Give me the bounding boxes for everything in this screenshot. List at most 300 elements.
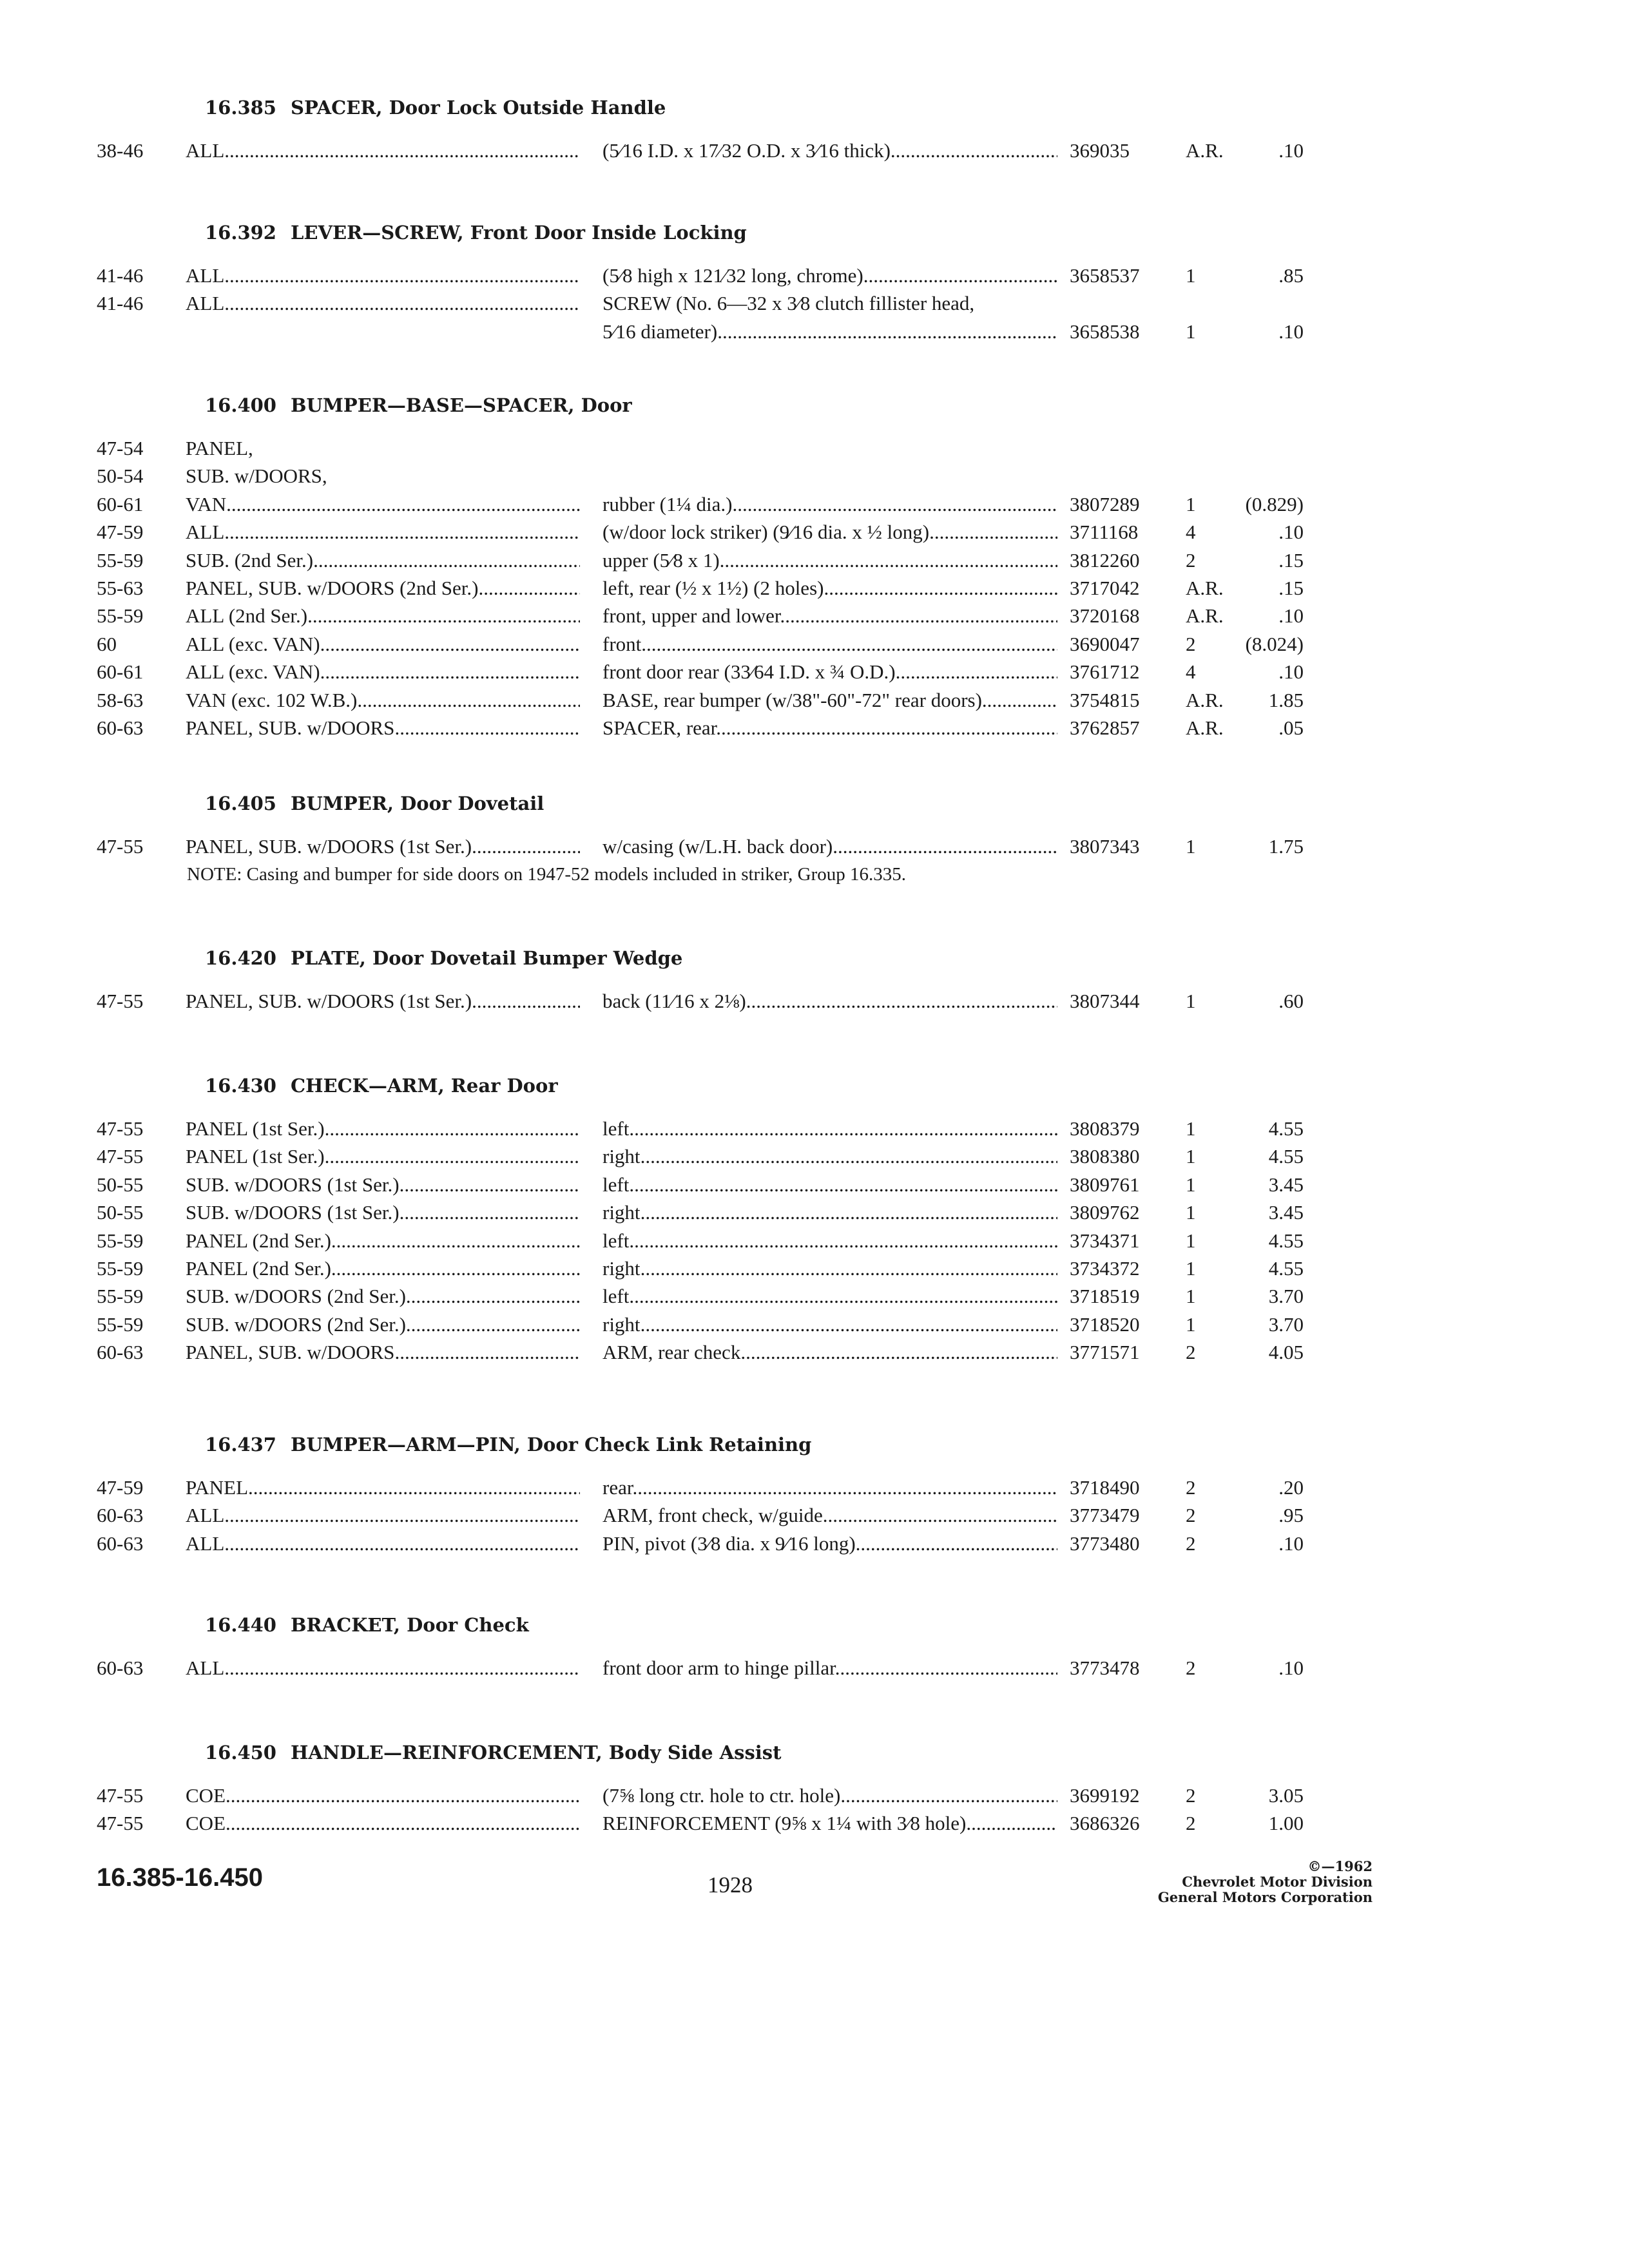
quantity: 2	[1186, 1341, 1196, 1364]
part-number: 3720168	[1070, 604, 1140, 628]
model-years: 60-63	[97, 1341, 144, 1364]
description	[602, 137, 1057, 165]
price: .10	[1278, 320, 1304, 343]
quantity: 1	[1186, 320, 1196, 343]
quantity: 2	[1186, 632, 1196, 655]
application-text: PANEL (1st Ser.)	[186, 1117, 325, 1140]
description-text: right	[602, 1257, 641, 1280]
description	[602, 658, 1057, 686]
part-number: 3718490	[1070, 1476, 1140, 1499]
section-heading	[205, 793, 544, 814]
part-number: 3773480	[1070, 1532, 1140, 1555]
price: .95	[1278, 1504, 1304, 1527]
application	[186, 574, 580, 602]
description	[602, 1282, 1057, 1311]
quantity: A.R.	[1186, 577, 1224, 599]
publisher-block	[1044, 1859, 1373, 1905]
description	[602, 318, 1057, 346]
application	[186, 490, 580, 519]
part-row	[0, 1115, 1629, 1143]
description-text: REINFORCEMENT (9⅝ x 1¼ with 3⁄8 hole)	[602, 1812, 967, 1835]
quantity: 1	[1186, 1257, 1196, 1280]
part-row	[0, 262, 1629, 290]
description	[602, 1654, 1057, 1682]
price: .10	[1278, 604, 1304, 628]
quantity: 1	[1186, 1173, 1196, 1196]
application-text: PANEL, SUB. w/DOORS (1st Ser.)	[186, 835, 472, 858]
price: (8.024)	[1245, 632, 1304, 655]
description	[602, 602, 1057, 630]
price: .85	[1278, 264, 1304, 287]
description	[602, 987, 1057, 1015]
application	[186, 1338, 580, 1367]
quantity: 1	[1186, 1117, 1196, 1140]
application	[186, 289, 580, 318]
model-years: 58-63	[97, 688, 144, 711]
part-number: 3658538	[1070, 320, 1140, 343]
section-heading	[205, 97, 666, 119]
part-row	[0, 658, 1629, 686]
price: 1.00	[1268, 1812, 1304, 1835]
part-row	[0, 434, 1629, 463]
application	[186, 1654, 580, 1682]
part-row	[0, 1530, 1629, 1558]
application-text: ALL (exc. VAN)	[186, 632, 320, 655]
price: 3.05	[1268, 1784, 1304, 1807]
quantity: 4	[1186, 521, 1196, 544]
application-text: ALL	[186, 1532, 225, 1555]
model-years: 55-59	[97, 1257, 144, 1280]
description	[602, 1782, 1057, 1810]
application-text: PANEL,	[186, 437, 253, 459]
description-text: (5⁄16 I.D. x 17⁄32 O.D. x 3⁄16 thick)	[602, 139, 891, 162]
application-text: SUB. w/DOORS (2nd Ser.)	[186, 1312, 406, 1336]
model-years: 50-55	[97, 1201, 144, 1224]
quantity: 1	[1186, 990, 1196, 1012]
price: (0.829)	[1245, 492, 1304, 515]
section-title: BRACKET, Door Check	[291, 1614, 529, 1636]
part-number: 3718519	[1070, 1285, 1140, 1308]
part-row	[0, 630, 1629, 658]
application	[186, 1227, 580, 1255]
application-text: ALL	[186, 264, 225, 287]
quantity: 2	[1186, 1504, 1196, 1527]
price: 3.70	[1268, 1285, 1304, 1308]
description	[602, 546, 1057, 575]
section-heading	[205, 1742, 782, 1763]
price: .10	[1278, 1657, 1304, 1679]
quantity: 1	[1186, 835, 1196, 858]
part-number: 3718520	[1070, 1312, 1140, 1336]
part-row	[0, 1782, 1629, 1810]
price: .10	[1278, 660, 1304, 684]
quantity: A.R.	[1186, 688, 1224, 711]
price: 4.55	[1268, 1257, 1304, 1280]
model-years: 55-59	[97, 1229, 144, 1252]
application-text: SUB. (2nd Ser.)	[186, 548, 314, 572]
description-text: back (11⁄16 x 2⅛)	[602, 990, 746, 1012]
section-number: 16.385	[205, 97, 276, 119]
price: .10	[1278, 521, 1304, 544]
section-number: 16.450	[205, 1742, 276, 1763]
application-text: VAN (exc. 102 W.B.)	[186, 688, 358, 711]
description	[602, 1198, 1057, 1227]
application	[186, 137, 580, 165]
application	[186, 434, 580, 463]
application	[186, 1171, 580, 1199]
description-text: front door arm to hinge pillar	[602, 1657, 835, 1679]
price: 3.45	[1268, 1173, 1304, 1196]
description	[602, 1254, 1057, 1283]
description	[602, 1530, 1057, 1558]
part-row	[0, 318, 1629, 346]
description-text: (w/door lock striker) (9⁄16 dia. x ½ long)	[602, 521, 930, 544]
part-row	[0, 602, 1629, 630]
section-title: BUMPER—BASE—SPACER, Door	[291, 394, 632, 416]
section-heading	[205, 1434, 811, 1456]
model-years: 50-55	[97, 1173, 144, 1196]
section-title: HANDLE—REINFORCEMENT, Body Side Assist	[291, 1742, 782, 1763]
section-title: LEVER—SCREW, Front Door Inside Locking	[291, 222, 747, 244]
section-number: 16.405	[205, 793, 276, 814]
part-row	[0, 1654, 1629, 1682]
model-years: 60	[97, 632, 117, 655]
quantity: A.R.	[1186, 716, 1224, 739]
part-number: 3734371	[1070, 1229, 1140, 1252]
part-row	[0, 1282, 1629, 1311]
part-row	[0, 1198, 1629, 1227]
description-text: rear	[602, 1476, 633, 1499]
quantity: 1	[1186, 1285, 1196, 1308]
model-years: 47-59	[97, 521, 144, 544]
description	[602, 714, 1057, 742]
part-row	[0, 490, 1629, 519]
part-number: 3734372	[1070, 1257, 1140, 1280]
application	[186, 1254, 580, 1283]
application	[186, 714, 580, 742]
quantity: A.R.	[1186, 604, 1224, 628]
quantity: 4	[1186, 660, 1196, 684]
model-years: 47-59	[97, 1476, 144, 1499]
model-years: 60-63	[97, 1532, 144, 1555]
part-row	[0, 1142, 1629, 1171]
application-text: SUB. w/DOORS (1st Ser.)	[186, 1201, 400, 1224]
part-number: 3807344	[1070, 990, 1140, 1012]
model-years: 55-59	[97, 604, 144, 628]
description-text: left, rear (½ x 1½) (2 holes)	[602, 577, 824, 599]
application-text: SUB. w/DOORS (1st Ser.)	[186, 1173, 400, 1196]
application-text: ALL	[186, 292, 225, 315]
quantity: 2	[1186, 1812, 1196, 1835]
model-years: 50-54	[97, 465, 144, 488]
application-text: ALL (2nd Ser.)	[186, 604, 308, 628]
application	[186, 462, 580, 490]
application	[186, 1809, 580, 1838]
part-row	[0, 289, 1629, 318]
price: .15	[1278, 548, 1304, 572]
price: 1.85	[1268, 688, 1304, 711]
part-number: 3808379	[1070, 1117, 1140, 1140]
application-text: VAN	[186, 492, 227, 515]
quantity: 1	[1186, 264, 1196, 287]
part-row	[0, 1311, 1629, 1339]
price: 4.55	[1268, 1145, 1304, 1168]
price: 1.75	[1268, 835, 1304, 858]
description-text: PIN, pivot (3⁄8 dia. x 9⁄16 long)	[602, 1532, 856, 1555]
section-title: BUMPER—ARM—PIN, Door Check Link Retaining	[291, 1434, 812, 1456]
part-number: 3717042	[1070, 577, 1140, 599]
part-row	[0, 1338, 1629, 1367]
part-row	[0, 1254, 1629, 1283]
model-years: 47-55	[97, 990, 144, 1012]
price: .20	[1278, 1476, 1304, 1499]
model-years: 38-46	[97, 139, 144, 162]
description	[602, 1142, 1057, 1171]
price: 4.55	[1268, 1229, 1304, 1252]
description-text: left	[602, 1117, 630, 1140]
part-number: 369035	[1070, 139, 1130, 162]
description	[602, 1115, 1057, 1143]
part-row	[0, 546, 1629, 575]
description	[602, 574, 1057, 602]
application	[186, 987, 580, 1015]
description	[602, 1311, 1057, 1339]
quantity: 2	[1186, 1657, 1196, 1679]
part-row	[0, 1171, 1629, 1199]
model-years: 55-59	[97, 1285, 144, 1308]
quantity: 2	[1186, 548, 1196, 572]
part-row	[0, 714, 1629, 742]
application-text: PANEL, SUB. w/DOORS (1st Ser.)	[186, 990, 472, 1012]
model-years: 60-61	[97, 660, 144, 684]
price: 4.05	[1268, 1341, 1304, 1364]
application	[186, 1311, 580, 1339]
part-number: 3807289	[1070, 492, 1140, 515]
model-years: 47-55	[97, 1117, 144, 1140]
part-row	[0, 574, 1629, 602]
description	[602, 1227, 1057, 1255]
price: .10	[1278, 1532, 1304, 1555]
application	[186, 602, 580, 630]
description-text: right	[602, 1145, 641, 1168]
application	[186, 1474, 580, 1502]
price: 4.55	[1268, 1117, 1304, 1140]
part-row	[0, 462, 1629, 490]
section-number: 16.392	[205, 222, 276, 244]
model-years: 41-46	[97, 264, 144, 287]
model-years: 60-63	[97, 1657, 144, 1679]
description-text: (7⅝ long ctr. hole to ctr. hole)	[602, 1784, 841, 1807]
model-years: 55-59	[97, 1312, 144, 1336]
model-years: 47-55	[97, 1784, 144, 1807]
application-text: COE	[186, 1812, 226, 1835]
part-row	[0, 137, 1629, 165]
description	[602, 490, 1057, 519]
quantity: 1	[1186, 492, 1196, 515]
application	[186, 686, 580, 715]
description-text: (5⁄8 high x 121⁄32 long, chrome)	[602, 264, 863, 287]
description-text: rubber (1¼ dia.)	[602, 492, 733, 515]
application-text: ALL	[186, 1504, 225, 1527]
part-number: 3686326	[1070, 1812, 1140, 1835]
publisher-line-2: General Motors Corporation	[1157, 1889, 1373, 1905]
application	[186, 262, 580, 290]
application	[186, 1115, 580, 1143]
application-text: PANEL, SUB. w/DOORS (2nd Ser.)	[186, 577, 479, 599]
section-number: 16.440	[205, 1614, 276, 1636]
price: 3.70	[1268, 1312, 1304, 1336]
part-number: 3812260	[1070, 548, 1140, 572]
description	[602, 686, 1057, 715]
description-text: w/casing (w/L.H. back door)	[602, 835, 833, 858]
part-number: 3754815	[1070, 688, 1140, 711]
description	[602, 1501, 1057, 1530]
group-range: 16.385-16.450	[97, 1863, 264, 1892]
section-heading	[205, 947, 682, 969]
quantity: 1	[1186, 1229, 1196, 1252]
application-text: ALL (exc. VAN)	[186, 660, 320, 684]
section-heading	[205, 222, 747, 244]
application-text: SUB. w/DOORS (2nd Ser.)	[186, 1285, 406, 1308]
section-title: CHECK—ARM, Rear Door	[291, 1075, 558, 1097]
application	[186, 832, 580, 861]
description	[602, 1338, 1057, 1367]
copyright: ©—1962	[1307, 1858, 1373, 1874]
part-row	[0, 686, 1629, 715]
model-years: 47-55	[97, 1145, 144, 1168]
part-number: 3809762	[1070, 1201, 1140, 1224]
application	[186, 1782, 580, 1810]
part-row	[0, 1809, 1629, 1838]
description-text: ARM, front check, w/guide	[602, 1504, 823, 1527]
section-number: 16.400	[205, 394, 276, 416]
part-number: 3762857	[1070, 716, 1140, 739]
part-number: 3761712	[1070, 660, 1140, 684]
application	[186, 546, 580, 575]
price: .15	[1278, 577, 1304, 599]
application-text: ALL	[186, 521, 225, 544]
application-text: PANEL, SUB. w/DOORS	[186, 716, 395, 739]
application	[186, 1142, 580, 1171]
description-text: ARM, rear check	[602, 1341, 741, 1364]
model-years: 41-46	[97, 292, 144, 315]
model-years: 47-55	[97, 1812, 144, 1835]
part-number: 3773479	[1070, 1504, 1140, 1527]
application	[186, 630, 580, 658]
publisher-line-1: Chevrolet Motor Division	[1182, 1874, 1373, 1890]
section-heading	[205, 1614, 529, 1636]
description-text: front door rear (33⁄64 I.D. x ¾ O.D.)	[602, 660, 896, 684]
section-title: PLATE, Door Dovetail Bumper Wedge	[291, 947, 683, 969]
price: .60	[1278, 990, 1304, 1012]
quantity: 1	[1186, 1312, 1196, 1336]
application-text: PANEL	[186, 1476, 249, 1499]
application	[186, 1530, 580, 1558]
application-text: ALL	[186, 139, 225, 162]
part-row	[0, 1227, 1629, 1255]
part-number: 3771571	[1070, 1341, 1140, 1364]
price: .05	[1278, 716, 1304, 739]
model-years: 55-59	[97, 548, 144, 572]
part-number: 3690047	[1070, 632, 1140, 655]
application	[186, 1198, 580, 1227]
description	[602, 630, 1057, 658]
part-row	[0, 518, 1629, 546]
description-text: 5⁄16 diameter)	[602, 320, 718, 343]
application	[186, 518, 580, 546]
description-text: left	[602, 1229, 630, 1252]
model-years: 47-54	[97, 437, 144, 459]
price: .10	[1278, 139, 1304, 162]
section-title: SPACER, Door Lock Outside Handle	[291, 97, 666, 119]
application-text: PANEL, SUB. w/DOORS	[186, 1341, 395, 1364]
application-text: SUB. w/DOORS,	[186, 465, 327, 488]
section-title: BUMPER, Door Dovetail	[291, 793, 545, 814]
application-text: PANEL (1st Ser.)	[186, 1145, 325, 1168]
application	[186, 658, 580, 686]
description-text: front, upper and lower	[602, 604, 780, 628]
description-text: left	[602, 1173, 630, 1196]
quantity: 1	[1186, 1145, 1196, 1168]
quantity: 2	[1186, 1476, 1196, 1499]
description-text: BASE, rear bumper (w/38"-60"-72" rear doors)	[602, 688, 982, 711]
description-text: right	[602, 1201, 641, 1224]
model-years: 47-55	[97, 835, 144, 858]
part-row	[0, 1474, 1629, 1502]
part-number: 3699192	[1070, 1784, 1140, 1807]
description	[602, 1809, 1057, 1838]
section-number: 16.437	[205, 1434, 276, 1456]
description-text: SPACER, rear	[602, 716, 717, 739]
part-row	[0, 1501, 1629, 1530]
model-years: 60-63	[97, 716, 144, 739]
part-number: 3711168	[1070, 521, 1139, 544]
quantity: 1	[1186, 1201, 1196, 1224]
description-text: upper (5⁄8 x 1)	[602, 548, 720, 572]
part-row	[0, 987, 1629, 1015]
application-text: COE	[186, 1784, 226, 1807]
section-number: 16.420	[205, 947, 276, 969]
model-years: 60-63	[97, 1504, 144, 1527]
model-years: 55-63	[97, 577, 144, 599]
description-text: right	[602, 1312, 641, 1336]
description	[602, 289, 1057, 318]
description-text: front	[602, 632, 642, 655]
quantity: 2	[1186, 1532, 1196, 1555]
price: 3.45	[1268, 1201, 1304, 1224]
model-years: 60-61	[97, 492, 144, 515]
application-text: PANEL (2nd Ser.)	[186, 1257, 331, 1280]
part-number: 3658537	[1070, 264, 1140, 287]
application-text: ALL	[186, 1657, 225, 1679]
section-heading	[205, 1075, 558, 1097]
application	[186, 1501, 580, 1530]
quantity: 2	[1186, 1784, 1196, 1807]
page-number: 1928	[708, 1872, 753, 1898]
quantity: A.R.	[1186, 139, 1224, 162]
part-row	[0, 832, 1629, 861]
description-text: left	[602, 1285, 630, 1308]
description-text: SCREW (No. 6—32 x 3⁄8 clutch fillister head,	[602, 292, 975, 315]
application	[186, 1282, 580, 1311]
part-number: 3807343	[1070, 835, 1140, 858]
section-heading	[205, 394, 632, 416]
description	[602, 518, 1057, 546]
part-number: 3809761	[1070, 1173, 1140, 1196]
description	[602, 262, 1057, 290]
section-note: NOTE: Casing and bumper for side doors on 1947-52 models included in striker, Group 16.335.	[187, 864, 906, 885]
application-text: PANEL (2nd Ser.)	[186, 1229, 331, 1252]
